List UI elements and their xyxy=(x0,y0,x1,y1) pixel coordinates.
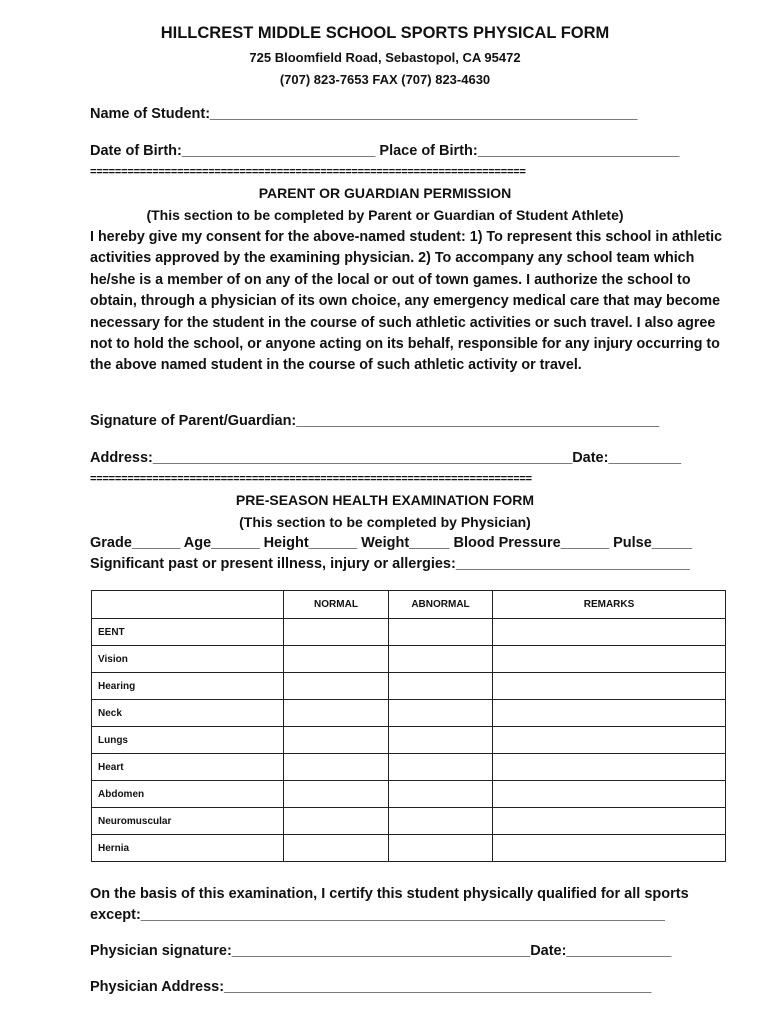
physician-signature-field[interactable]: Physician signature:_____________________________________Date:_____________ xyxy=(90,943,672,959)
abnormal-cell[interactable] xyxy=(389,727,493,754)
exam-item-label: Heart xyxy=(92,754,284,781)
remarks-cell[interactable] xyxy=(493,619,726,646)
remarks-cell[interactable] xyxy=(493,835,726,862)
header-cell: ABNORMAL xyxy=(389,591,493,619)
school-phone-fax: (707) 823-7653 FAX (707) 823-4630 xyxy=(279,72,491,87)
physician-address-field[interactable]: Physician Address:_____________________________________________________ xyxy=(90,979,652,995)
table-row xyxy=(92,727,726,754)
normal-cell[interactable] xyxy=(284,700,389,727)
remarks-cell[interactable] xyxy=(493,673,726,700)
birth-date-place-field[interactable]: Date of Birth:________________________ Place of Birth:_________________________ xyxy=(90,143,680,159)
table-row xyxy=(92,619,726,646)
illness-field[interactable]: Significant past or present illness, injury or allergies:_____________________________ xyxy=(90,556,690,572)
remarks-cell[interactable] xyxy=(493,700,726,727)
normal-cell[interactable] xyxy=(284,646,389,673)
student-name-field[interactable]: Name of Student:_____________________________________________________ xyxy=(90,106,638,122)
normal-cell[interactable] xyxy=(284,619,389,646)
remarks-cell[interactable] xyxy=(493,754,726,781)
table-row xyxy=(92,673,726,700)
abnormal-cell[interactable] xyxy=(389,700,493,727)
table-row xyxy=(92,754,726,781)
table-row xyxy=(92,646,726,673)
exam-item-label: Neck xyxy=(92,700,284,727)
normal-cell[interactable] xyxy=(284,808,389,835)
table-row xyxy=(92,835,726,862)
exam-item-label: Hernia xyxy=(92,835,284,862)
parent-section-heading: PARENT OR GUARDIAN PERMISSION xyxy=(258,185,512,201)
abnormal-cell[interactable] xyxy=(389,646,493,673)
normal-cell[interactable] xyxy=(284,727,389,754)
exam-section-heading: PRE-SEASON HEALTH EXAMINATION FORM xyxy=(235,492,535,508)
abnormal-cell[interactable] xyxy=(389,673,493,700)
normal-cell[interactable] xyxy=(284,673,389,700)
table-row xyxy=(92,700,726,727)
exam-table xyxy=(91,590,726,862)
vitals-fields[interactable]: Grade______ Age______ Height______ Weight_____ Blood Pressure______ Pulse_____ xyxy=(90,535,693,551)
exam-table-header xyxy=(92,591,726,619)
school-address: 725 Bloomfield Road, Sebastopol, CA 95472 xyxy=(249,50,521,65)
normal-cell[interactable] xyxy=(284,781,389,808)
abnormal-cell[interactable] xyxy=(389,808,493,835)
header-cell: NORMAL xyxy=(284,591,389,619)
normal-cell[interactable] xyxy=(284,754,389,781)
abnormal-cell[interactable] xyxy=(389,781,493,808)
exam-item-label: Neuromuscular xyxy=(92,808,284,835)
exceptions-field[interactable]: except:_________________________________________________________________ xyxy=(90,907,665,923)
parent-address-date-field[interactable]: Address:____________________________________________________Date:_________ xyxy=(90,450,682,466)
normal-cell[interactable] xyxy=(284,835,389,862)
abnormal-cell[interactable] xyxy=(389,835,493,862)
table-row xyxy=(92,781,726,808)
remarks-cell[interactable] xyxy=(493,727,726,754)
exam-item-label: Vision xyxy=(92,646,284,673)
parent-section-subheading: (This section to be completed by Parent or Guardian of Student Athlete) xyxy=(146,207,624,223)
exam-item-label: Hearing xyxy=(92,673,284,700)
abnormal-cell[interactable] xyxy=(389,619,493,646)
header-cell xyxy=(92,591,284,619)
remarks-cell[interactable] xyxy=(493,808,726,835)
table-row xyxy=(92,808,726,835)
parent-signature-field[interactable]: Signature of Parent/Guardian:_____________________________________________ xyxy=(90,413,660,429)
certification-statement: On the basis of this examination, I certify this student physically qualified for all sports xyxy=(90,886,689,902)
remarks-cell[interactable] xyxy=(493,646,726,673)
exam-item-label: Abdomen xyxy=(92,781,284,808)
exam-section-subheading: (This section to be completed by Physician) xyxy=(239,514,531,530)
exam-item-label: Lungs xyxy=(92,727,284,754)
section-separator: ======================================================================= xyxy=(90,473,532,485)
abnormal-cell[interactable] xyxy=(389,754,493,781)
section-separator: ====================================================================== xyxy=(90,166,526,178)
header-cell: REMARKS xyxy=(493,591,726,619)
form-title: HILLCREST MIDDLE SCHOOL SPORTS PHYSICAL FORM xyxy=(160,24,610,42)
consent-paragraph: I hereby give my consent for the above-named student: 1) To represent this school in athletic activities approved by the examining physician. 2) To accompany any school team which he/she is a member of on any of the local or out of town games. I authorize the school to obtain, through a physician of its own choice, any emergency medical care that may become necessary for the student in the course of such athletic activities or such travel. I also agree not to hold the school, or anyone acting on its behalf, responsible for any injury occurring to the above named student in the course of such athletic activity or travel. xyxy=(90,229,723,374)
exam-item-label: EENT xyxy=(92,619,284,646)
remarks-cell[interactable] xyxy=(493,781,726,808)
